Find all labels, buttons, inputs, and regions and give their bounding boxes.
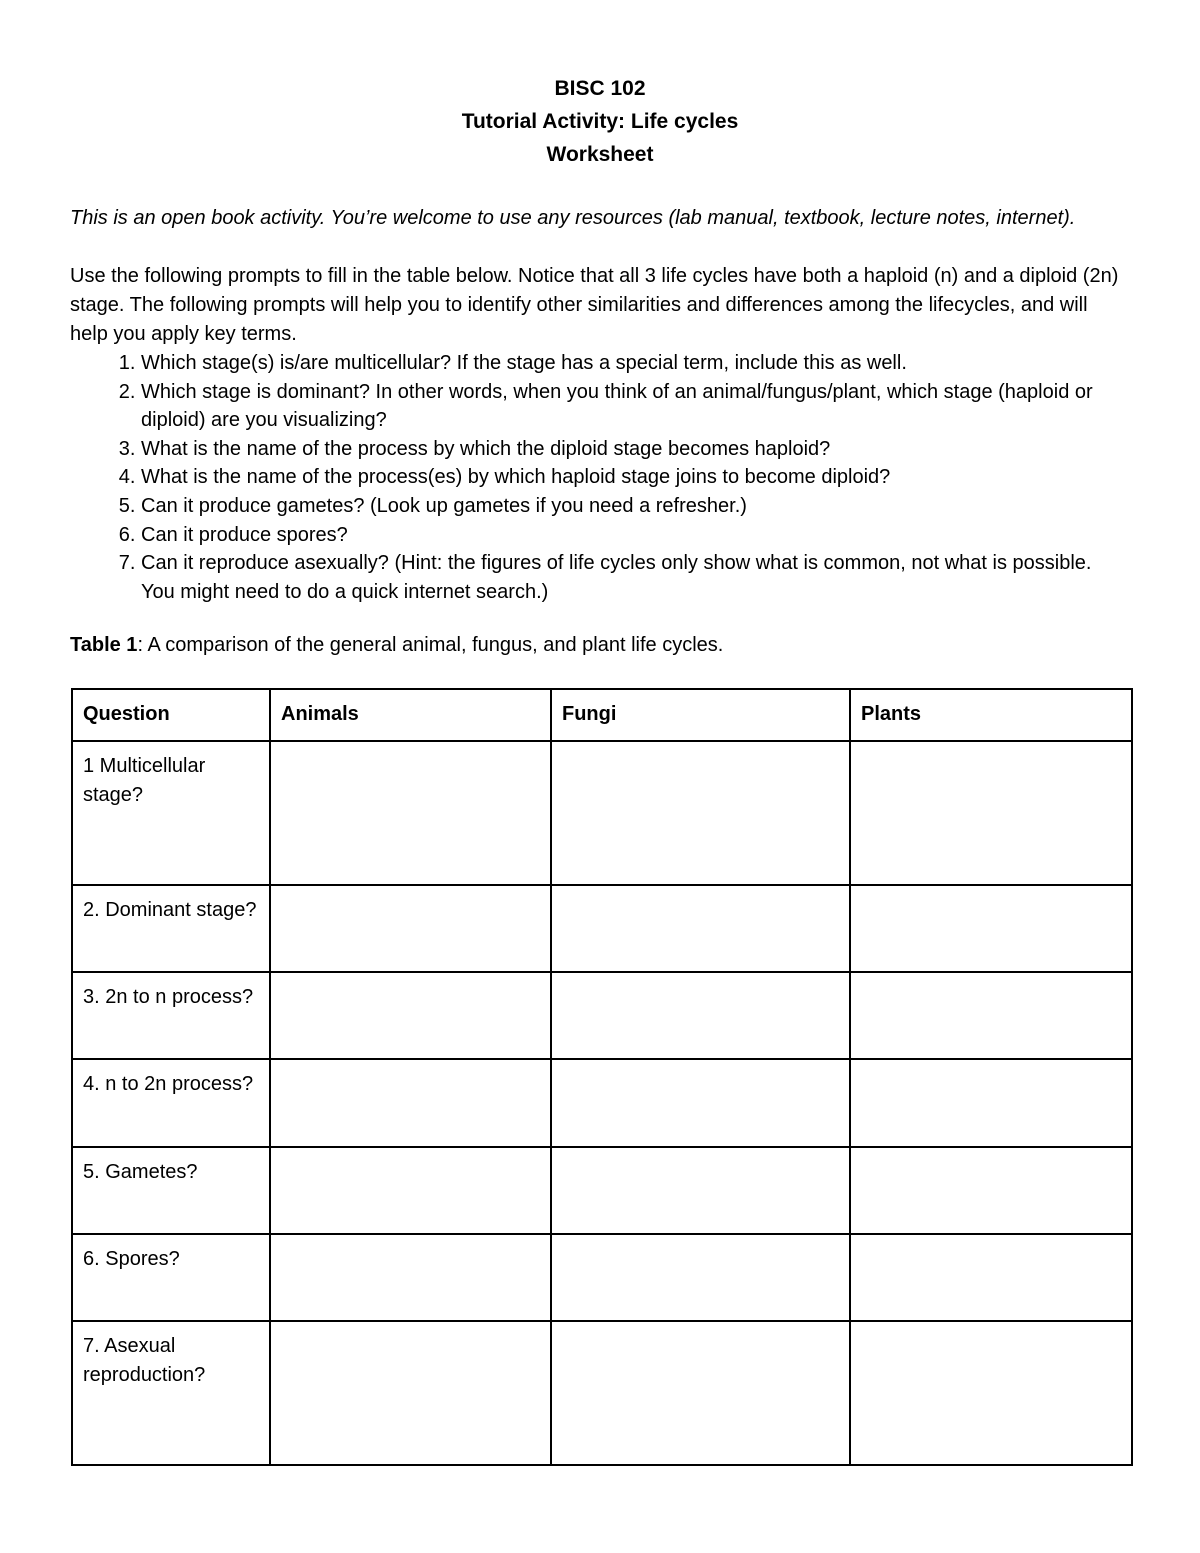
animals-answer-cell[interactable] [270,1059,551,1146]
instructions-text: Use the following prompts to fill in the table below. Notice that all 3 life cycles have both a haploid (n) and a diploid (2n) stage. The following prompts will help you to identify other similarities and differences among the lifecycles, and will help you apply key terms. [70,265,1119,345]
fungi-answer-cell[interactable] [551,1059,850,1146]
animals-answer-cell[interactable] [270,1234,551,1321]
plants-answer-cell[interactable] [850,1059,1132,1146]
table-row [72,1147,1132,1234]
question-cell: 1 Multicellular stage? [72,741,270,885]
fungi-answer-cell[interactable] [551,1321,850,1465]
worksheet-page [70,72,1130,658]
table-header-row [72,689,1132,741]
question-cell: 4. n to 2n process? [72,1059,270,1146]
worksheet-subtitle: Worksheet [546,143,654,166]
table-caption [70,632,1130,658]
prompt-item: 7. Can it reproduce asexually? (Hint: the figures of life cycles only show what is common, not what is possible. You might need to do a quick internet search.) [141,549,1130,606]
header-animals: Animals [270,689,551,741]
plants-answer-cell[interactable] [850,972,1132,1059]
plants-answer-cell[interactable] [850,1234,1132,1321]
plants-answer-cell[interactable] [850,741,1132,885]
comparison-table [71,688,1133,1466]
fungi-answer-cell[interactable] [551,1147,850,1234]
fungi-answer-cell[interactable] [551,972,850,1059]
question-cell: 5. Gametes? [72,1147,270,1234]
animals-answer-cell[interactable] [270,885,551,972]
prompt-item: 1. Which stage(s) is/are multicellular? If the stage has a special term, include this as well. [141,349,1130,378]
table-caption-text: : A comparison of the general animal, fungus, and plant life cycles. [137,634,724,657]
fungi-answer-cell[interactable] [551,741,850,885]
table-row [72,1059,1132,1146]
table-row [72,1234,1132,1321]
prompt-item: 5. Can it produce gametes? (Look up gametes if you need a refresher.) [141,492,1130,521]
question-cell: 2. Dominant stage? [72,885,270,972]
header-fungi: Fungi [551,689,850,741]
plants-answer-cell[interactable] [850,1147,1132,1234]
animals-answer-cell[interactable] [270,1147,551,1234]
intro-text: This is an open book activity. You’re welcome to use any resources (lab manual, textbook, lecture notes, internet). [70,207,1076,229]
plants-answer-cell[interactable] [850,885,1132,972]
fungi-answer-cell[interactable] [551,885,850,972]
prompt-item: 2. Which stage is dominant? In other words, when you think of an animal/fungus/plant, which stage (haploid or diploid) are you visualizing? [141,378,1130,435]
table-row [72,741,1132,885]
plants-answer-cell[interactable] [850,1321,1132,1465]
table-row [72,972,1132,1059]
prompt-item: 4. What is the name of the process(es) by which haploid stage joins to become diploid? [141,463,1130,492]
animals-answer-cell[interactable] [270,972,551,1059]
question-cell: 7. Asexual reproduction? [72,1321,270,1465]
animals-answer-cell[interactable] [270,1321,551,1465]
prompt-item: 6. Can it produce spores? [141,521,1130,550]
activity-title: Tutorial Activity: Life cycles [461,110,739,133]
fungi-answer-cell[interactable] [551,1234,850,1321]
header-plants: Plants [850,689,1132,741]
table-row [72,885,1132,972]
table-caption-label: Table 1 [70,634,138,657]
course-title: BISC 102 [554,77,646,100]
question-cell: 3. 2n to n process? [72,972,270,1059]
animals-answer-cell[interactable] [270,741,551,885]
question-cell: 6. Spores? [72,1234,270,1321]
table-row [72,1321,1132,1465]
title-block [70,72,1130,171]
prompt-item: 3. What is the name of the process by which the diploid stage becomes haploid? [141,435,1130,464]
header-question: Question [72,689,270,741]
prompt-list [70,349,1130,606]
